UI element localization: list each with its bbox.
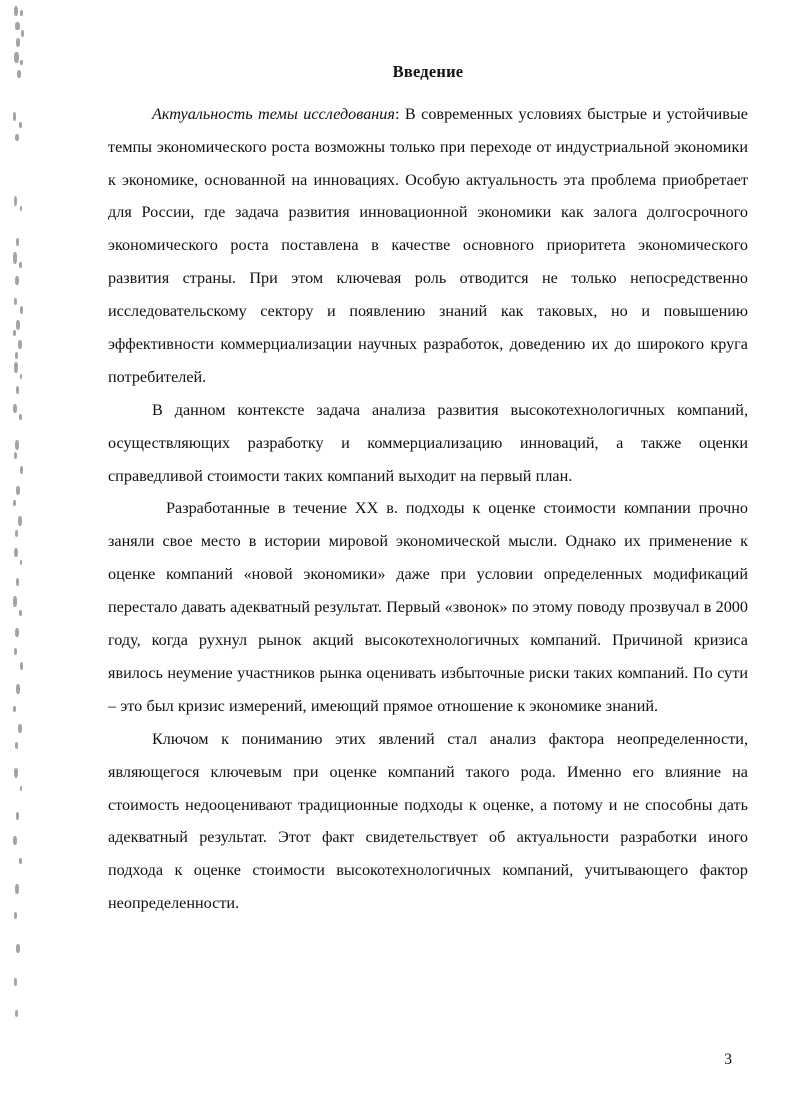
page-content: [108, 62, 748, 920]
scan-speckle: [14, 452, 17, 459]
paragraph-4-body: Ключом к пониманию этих явлений стал анализ фактора неопределенности, являющегося ключевым при оценке компаний такого рода. Именно его влияние на стоимость недооценивают традиционные подходы к оценке, а потому и не способны дать адекватный результат. Этот факт свидетельствует об актуальности разработки иного подхода к оценке стоимости высокотехнологичных компаний, учитывающего фактор неопределенности.: [108, 729, 748, 913]
scan-speckle: [16, 812, 19, 820]
scan-speckle: [15, 742, 18, 749]
scan-speckle: [13, 706, 16, 712]
scan-speckle: [14, 298, 17, 305]
scan-speckle: [14, 912, 17, 919]
scan-speckle: [14, 196, 17, 206]
paragraph-1-italic-lead: Актуальность темы исследования: [152, 104, 395, 123]
scan-speckle: [16, 684, 20, 694]
scan-speckle: [13, 836, 17, 845]
scan-speckle: [19, 858, 22, 864]
scan-speckle: [15, 276, 19, 285]
scan-speckle: [15, 530, 18, 537]
scan-speckle: [15, 1010, 18, 1017]
scan-speckle: [15, 22, 20, 30]
scan-speckle: [13, 596, 17, 607]
scan-speckle: [15, 628, 19, 637]
scan-speckle: [17, 70, 21, 78]
paragraph-3: [108, 492, 748, 722]
paragraph-4: [108, 723, 748, 920]
scan-speckle: [20, 10, 23, 16]
scan-speckle: [14, 362, 18, 373]
scan-speckle: [20, 60, 23, 65]
scan-speckle: [13, 112, 16, 121]
page-title: Введение: [392, 62, 464, 81]
scan-speckle: [15, 352, 18, 359]
scan-speckle: [15, 440, 19, 450]
scan-speckle: [13, 404, 17, 413]
scan-speckle: [14, 768, 18, 778]
scan-speckle: [13, 252, 17, 264]
scan-speckle: [21, 30, 24, 37]
scan-speckle: [16, 238, 19, 246]
scan-speckle: [19, 262, 22, 268]
scan-artifact-layer: [0, 0, 40, 1095]
scan-speckle: [16, 386, 19, 394]
scan-speckle: [20, 306, 23, 314]
scan-speckle: [14, 52, 19, 63]
scan-speckle: [20, 786, 22, 791]
scan-speckle: [18, 516, 22, 526]
scan-speckle: [20, 466, 23, 474]
scan-speckle: [16, 578, 19, 586]
scan-speckle: [15, 134, 19, 141]
scan-speckle: [19, 414, 22, 420]
scan-speckle: [20, 206, 22, 211]
scan-speckle: [15, 884, 19, 894]
paragraph-2-body: В данном контексте задача анализа развития высокотехнологичных компаний, осуществляющих разработку и коммерциализацию инноваций, а также оценки справедливой стоимости таких компаний выходит на первый план.: [108, 400, 748, 485]
scan-speckle: [14, 548, 18, 557]
scan-speckle: [16, 944, 20, 953]
scan-speckle: [14, 648, 17, 655]
scan-speckle: [13, 330, 16, 336]
scan-speckle: [20, 374, 22, 379]
scan-speckle: [19, 610, 22, 616]
paragraph-1-body: : В современных условиях быстрые и устойчивые темпы экономического роста возможны только при переходе от индустриальной экономики к экономике, основанной на инновациях. Особую актуальность эта проблема приобретает для России, где задача развития инновационной экономики как залога долгосрочного экономического роста поставлена в качестве основного приоритета экономического развития страны. При этом ключевая роль отводится не только непосредственно исследовательскому сектору и появлению знаний как таковых, но и повышению эффективности коммерциализации научных разработок, доведению их до широкого круга потребителей.: [108, 104, 748, 386]
scan-speckle: [14, 978, 17, 986]
page-number: 3: [724, 1050, 732, 1068]
paragraph-1: [108, 98, 748, 394]
scan-speckle: [13, 500, 16, 506]
scan-speckle: [18, 724, 22, 733]
scan-speckle: [20, 560, 22, 565]
scan-speckle: [16, 486, 20, 495]
scan-speckle: [18, 340, 22, 349]
scan-speckle: [20, 662, 23, 670]
scan-speckle: [16, 320, 20, 330]
scan-speckle: [19, 122, 22, 128]
paragraph-3-body: Разработанные в течение XX в. подходы к оценке стоимости компании прочно заняли свое место в истории мировой экономической мысли. Однако их применение к оценке компаний «новой экономики» даже при условии определенных модификаций перестало давать адекватный результат. Первый «звонок» по этому поводу прозвучал в 2000 году, когда рухнул рынок акций высокотехнологичных компаний. Причиной кризиса явилось неумение участников рынка оценивать избыточные риски таких компаний. По сути – это был кризис измерений, имеющий прямое отношение к экономике знаний.: [108, 499, 748, 715]
scan-speckle: [16, 38, 20, 47]
paragraph-2: [108, 394, 748, 493]
scan-speckle: [14, 6, 18, 16]
